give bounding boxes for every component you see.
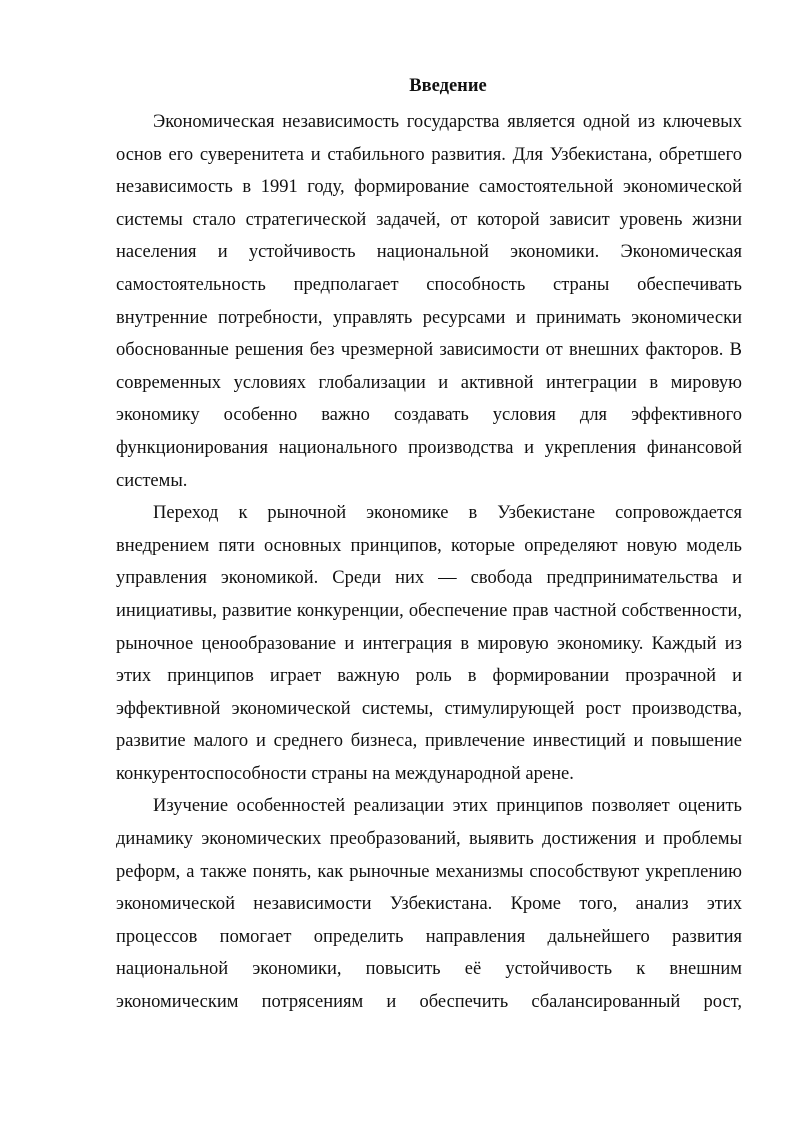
- section-heading: Введение: [409, 76, 487, 96]
- paragraph-2: Переход к рыночной экономике в Узбекистане сопровождается внедрением пяти основных принципов, которые определяют новую модель управления экономикой. Среди них — свобода предпринимательства и инициативы, развитие конкуренции, обеспечение прав частной собственности, рыночное ценообразование и интеграция в мировую экономику. Каждый из этих принципов играет важную роль в формировании прозрачной и эффективной экономической системы, стимулирующей рост производства, развитие малого и среднего бизнеса, привлечение инвестиций и повышение конкурентоспособности страны на международной арене.: [116, 503, 742, 784]
- paragraph-3: Изучение особенностей реализации этих принципов позволяет оценить динамику экономических преобразований, выявить достижения и проблемы реформ, а также понять, как рыночные механизмы способствуют укреплению экономической независимости Узбекистана. Кроме того, анализ этих процессов помогает определить направления дальнейшего развития национальной экономики, повысить её устойчивость к внешним экономическим потрясениям и обеспечить сбалансированный рост,: [116, 796, 742, 1013]
- paragraph-1: Экономическая независимость государства является одной из ключевых основ его суверенитета и стабильного развития. Для Узбекистана, обретшего независимость в 1991 году, формирование самостоятельной экономической системы стало стратегической задачей, от которой зависит уровень жизни населения и устойчивость национальной экономики. Экономическая самостоятельность предполагает способность страны обеспечивать внутренние потребности, управлять ресурсами и принимать экономически обоснованные решения без чрезмерной зависимости от внешних факторов. В современных условиях глобализации и активной интеграции в мировую экономику особенно важно создавать условия для эффективного функционирования национального производства и укрепления финансовой системы.: [116, 112, 742, 491]
- document-body: [116, 106, 742, 1019]
